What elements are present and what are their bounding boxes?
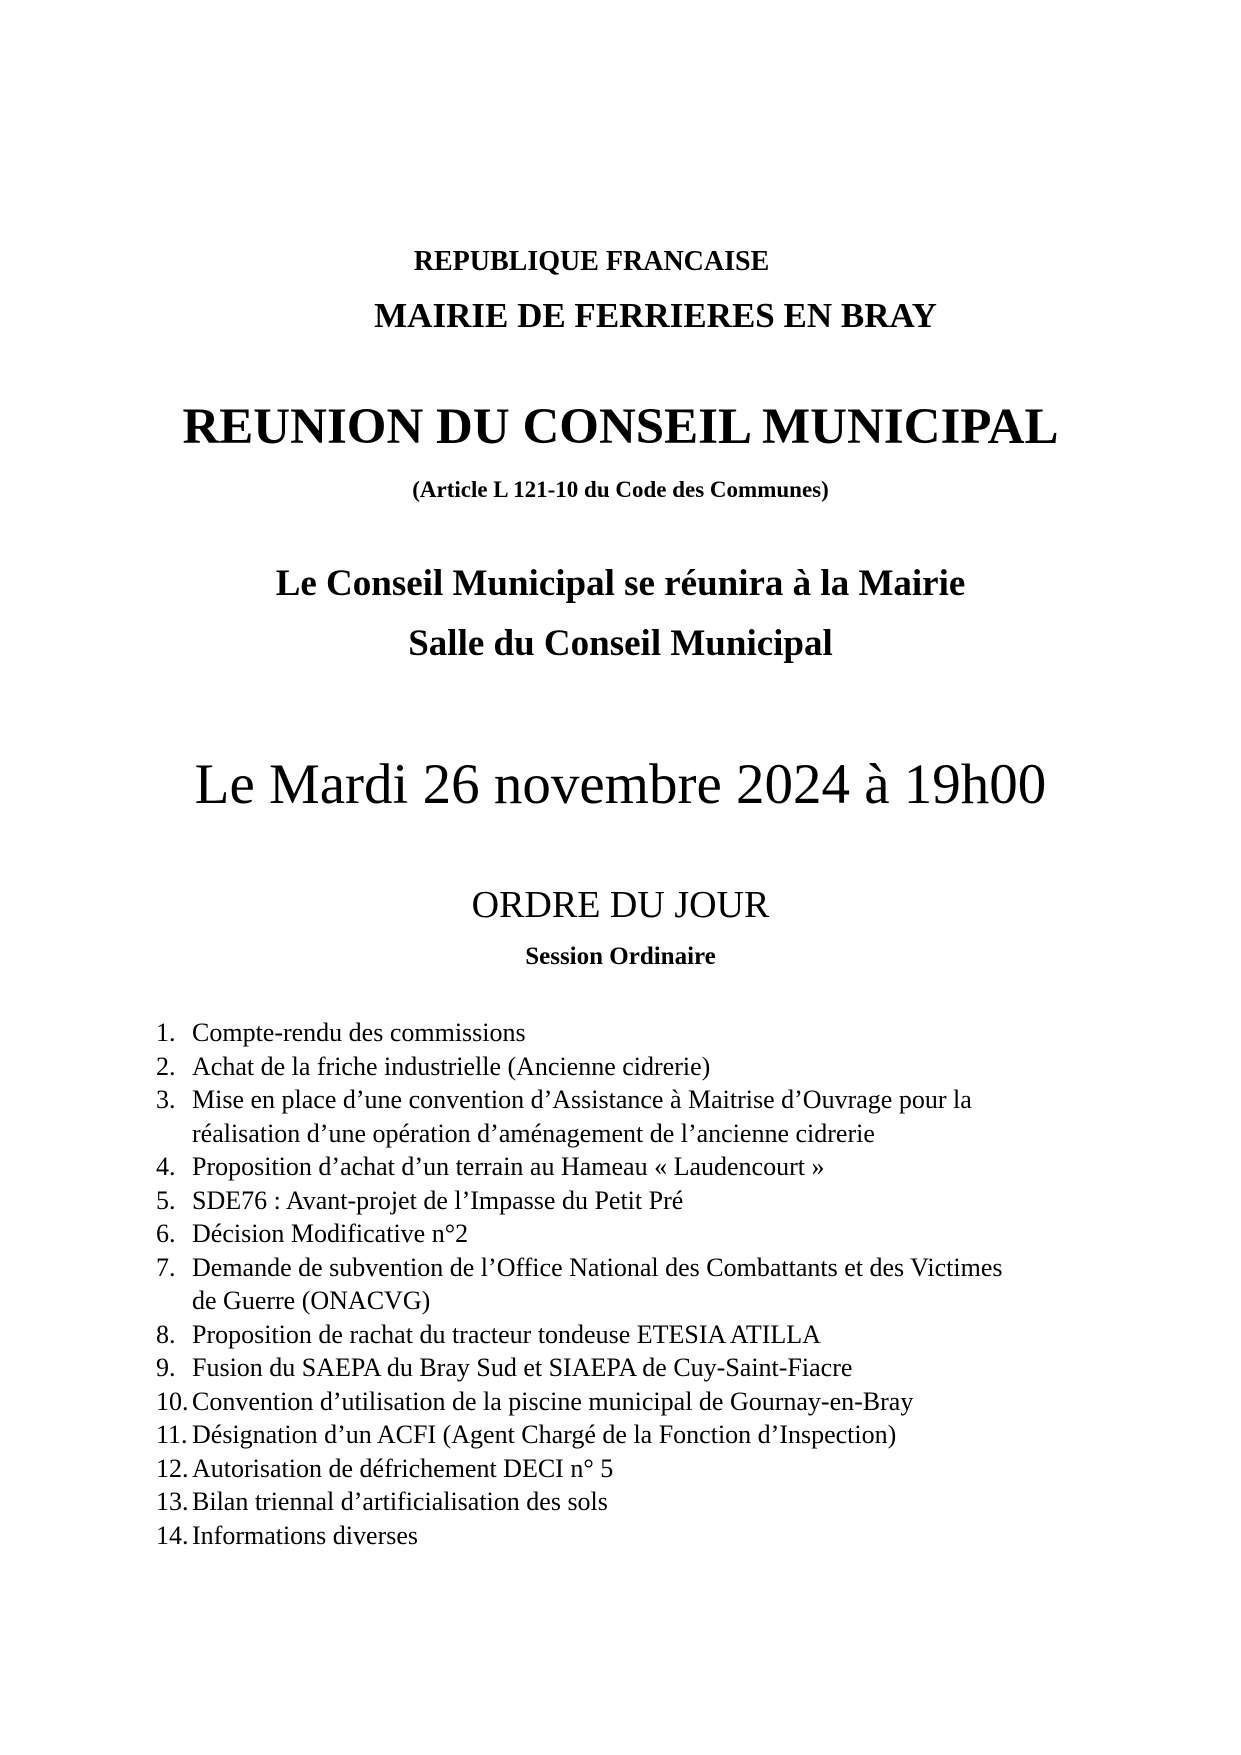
agenda-item-text: Fusion du SAEPA du Bray Sud et SIAEPA de Cuy-Saint-Fiacre	[192, 1353, 853, 1382]
meeting-date: Le Mardi 26 novembre 2024 à 19h00	[194, 753, 1047, 816]
session-type: Session Ordinaire	[525, 943, 716, 970]
agenda-item-text: Demande de subvention de l’Office National des Combattants et des Victimes	[192, 1252, 1003, 1282]
agenda-item-number: 7.	[156, 1252, 176, 1282]
agenda-item-number: 6.	[156, 1219, 176, 1248]
agenda-item	[156, 1083, 1003, 1150]
agenda-item	[156, 1452, 1003, 1486]
agenda-item	[156, 1519, 1003, 1553]
agenda-item	[156, 1251, 1003, 1318]
agenda-item-text: Désignation d’un ACFI (Agent Chargé de la Fonction d’Inspection)	[192, 1420, 897, 1449]
agenda-item	[156, 1485, 1003, 1519]
agenda-item-number: 12.	[156, 1453, 189, 1483]
agenda-item-text: Convention d’utilisation de la piscine municipal de Gournay-en-Bray	[192, 1386, 914, 1416]
agenda-item-text: Proposition d’achat d’un terrain au Hameau « Laudencourt »	[192, 1152, 825, 1181]
agenda-item	[156, 1016, 1003, 1050]
agenda-item-number: 5.	[156, 1185, 176, 1215]
agenda-item-text: SDE76 : Avant-projet de l’Impasse du Petit Pré	[192, 1185, 684, 1215]
agenda-item-text: Compte-rendu des commissions	[192, 1018, 526, 1047]
page-title: REUNION DU CONSEIL MUNICIPAL	[182, 399, 1059, 455]
agenda-item	[156, 1217, 1003, 1251]
agenda-item-number: 9.	[156, 1353, 176, 1382]
agenda-item-text: Bilan triennal d’artificialisation des sols	[192, 1487, 608, 1516]
agenda-item	[156, 1318, 1003, 1352]
agenda-item-number: 8.	[156, 1319, 176, 1349]
agenda-item-number: 10.	[156, 1386, 189, 1416]
header-mairie: MAIRIE DE FERRIERES EN BRAY	[374, 296, 937, 335]
agenda-item-number: 11.	[156, 1420, 188, 1449]
agenda-item-text: Mise en place d’une convention d’Assistance à Maitrise d’Ouvrage pour la	[192, 1085, 972, 1114]
agenda-item-text: de Guerre (ONACVG)	[192, 1286, 431, 1315]
agenda-item	[156, 1184, 1003, 1218]
agenda-item-text: Informations diverses	[192, 1520, 419, 1550]
agenda-item-number: 3.	[156, 1085, 176, 1114]
agenda-item-text: Décision Modificative n°2	[192, 1219, 469, 1248]
agenda-item	[156, 1050, 1003, 1084]
agenda-item-text: Autorisation de défrichement DECI n° 5	[192, 1453, 614, 1483]
article-reference: (Article L 121-10 du Code des Communes)	[412, 477, 829, 502]
agenda-item-number: 14.	[156, 1520, 189, 1550]
location-line-2: Salle du Conseil Municipal	[408, 623, 833, 664]
agenda-item-number: 4.	[156, 1152, 176, 1181]
agenda-item	[156, 1150, 1003, 1184]
agenda-item-text: Achat de la friche industrielle (Ancienne cidrerie)	[192, 1051, 711, 1081]
agenda-item-number: 1.	[156, 1018, 176, 1047]
location-line-1: Le Conseil Municipal se réunira à la Mairie	[275, 563, 966, 604]
agenda-item-text: Proposition de rachat du tracteur tondeuse ETESIA ATILLA	[192, 1319, 821, 1349]
agenda-item-number: 2.	[156, 1051, 176, 1081]
agenda-item-number: 13.	[156, 1487, 189, 1516]
agenda-item-text: réalisation d’une opération d’aménagement de l’ancienne cidrerie	[192, 1118, 875, 1148]
header-republique: REPUBLIQUE FRANCAISE	[413, 246, 770, 277]
agenda-item	[156, 1351, 1003, 1385]
agenda-item	[156, 1385, 1003, 1419]
agenda-item	[156, 1418, 1003, 1452]
agenda-list	[156, 1016, 1003, 1552]
agenda-heading: ORDRE DU JOUR	[471, 884, 770, 926]
